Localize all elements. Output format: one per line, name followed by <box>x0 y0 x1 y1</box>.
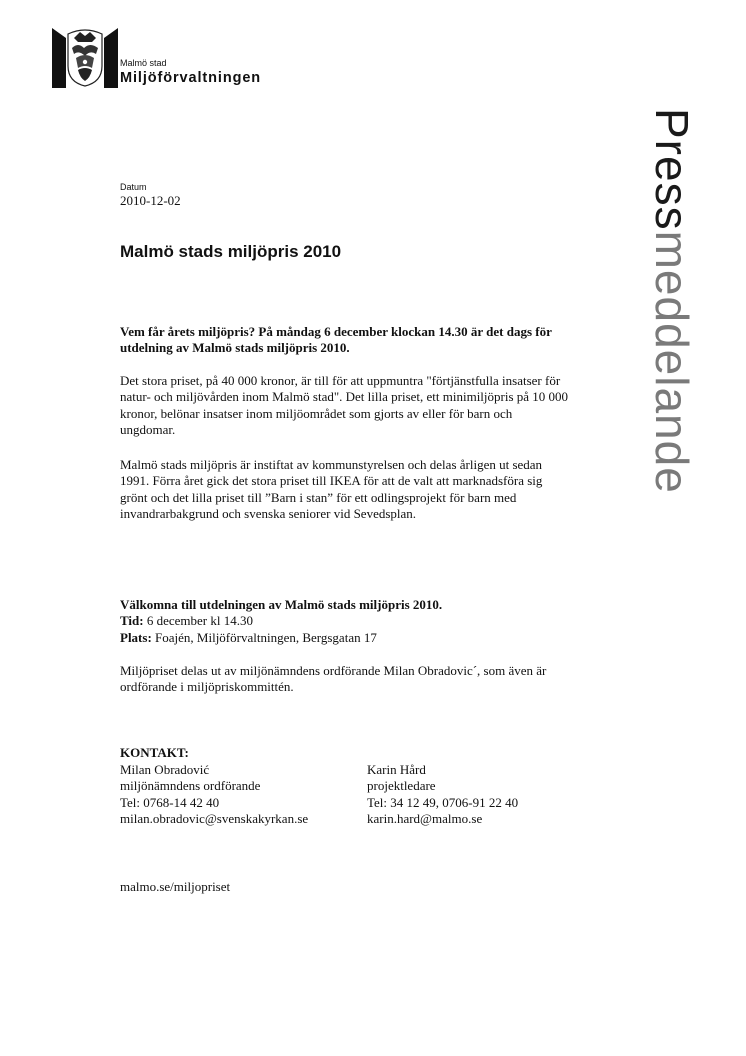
paragraph-presenter: Miljöpriset delas ut av miljönämndens ordförande Milan Obradovic´, som även är ordförande i miljöpriskommittén. <box>120 663 547 695</box>
paragraph-prize-description: Det stora priset, på 40 000 kronor, är till för att uppmuntra "förtjänstfulla insatser för natur- och miljövården inom Malmö stad". Det lilla priset, ett minimiljöpris på 10 000 kronor, belönar insatser inom miljöområdet som gjorts av eller för barn och ungdomar. <box>120 373 569 437</box>
time-value: 6 december kl 14.30 <box>143 613 253 629</box>
contact-email: milan.obradovic@svenskakyrkan.se <box>120 810 309 826</box>
date-value: 2010-12-02 <box>120 193 181 208</box>
welcome-heading: Välkomna till utdelningen av Malmö stads miljöpris 2010. <box>120 597 443 612</box>
logo-department-name: Miljöförvaltningen <box>120 70 262 86</box>
contact-phone: Tel: 0768-14 42 40 <box>120 794 220 810</box>
lead-paragraph: Vem får årets miljöpris? På måndag 6 december klockan 14.30 är det dags för utdelning av Malmö stads miljöpris 2010. <box>120 324 552 356</box>
event-place <box>120 630 570 646</box>
contact-role: projektledare <box>367 778 436 794</box>
contact-card <box>120 762 308 827</box>
paragraph-prize-history: Malmö stads miljöpris är instiftat av kommunstyrelsen och delas årligen ut sedan 1991. Förra året gick det stora priset till IKEA för att de valt att marknadsföra sig grönt och det lilla priset till ”Barn i stan” för ett odlingsprojekt för barn med invandrarbakgrund och svenska seniorer vid Sevedsplan. <box>120 457 543 521</box>
place-label: Plats: <box>120 629 152 645</box>
time-label: Tid: <box>120 613 144 629</box>
welcome-section <box>120 597 570 646</box>
contact-phone: Tel: 34 12 49, 0706-91 22 40 <box>367 794 519 810</box>
page-title: Malmö stads miljöpris 2010 <box>120 242 342 261</box>
contact-heading: KONTAKT: <box>120 745 189 760</box>
malmo-coat-of-arms-icon <box>52 24 118 88</box>
contact-email: karin.hard@malmo.se <box>367 810 483 826</box>
footer-website-link[interactable]: malmo.se/miljopriset <box>120 879 231 894</box>
vertical-title-press: Press <box>646 108 698 231</box>
event-time <box>120 613 570 629</box>
contact-name: Karin Hård <box>367 762 426 777</box>
contact-card <box>367 762 518 827</box>
contact-name: Milan Obradović <box>120 762 210 777</box>
date-label: Datum <box>120 182 147 192</box>
logo-city-name: Malmö stad <box>120 58 167 68</box>
vertical-press-release-title <box>648 108 696 494</box>
contact-role: miljönämndens ordförande <box>120 778 261 794</box>
place-value: Foajén, Miljöförvaltningen, Bergsgatan 17 <box>151 629 377 645</box>
vertical-title-meddelande: meddelande <box>646 230 698 494</box>
